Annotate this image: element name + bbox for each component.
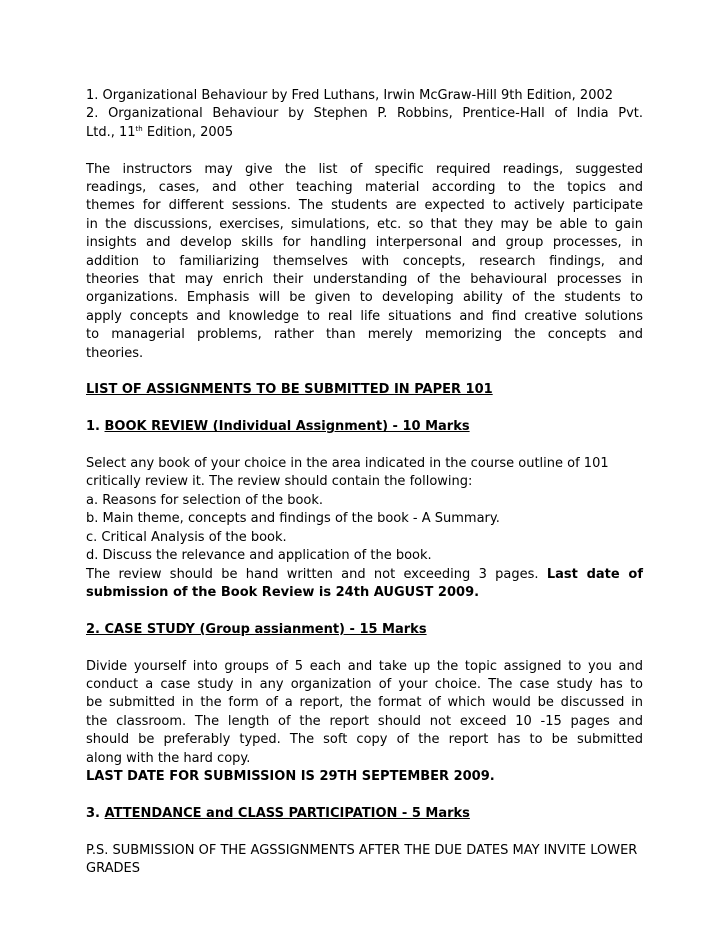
intro-line: apply concepts and knowledge to real life situations and find creative solutions [86,308,643,324]
intro-line: to managerial problems, rather than merely memorizing the concepts and [86,327,643,343]
intro-line: organizations. Emphasis will be given to developing ability of the students to [86,290,643,306]
intro-line: readings, cases, and other teaching material according to the topics and [86,180,643,196]
reference-2-text: Ltd., 11 [86,124,136,140]
attendance-heading-text: ATTENDANCE and CLASS PARTICIPATION - 5 Marks [104,805,470,821]
superscript-th: th [135,124,143,133]
intro-line: insights and develop skills for handling interpersonal and group processes, in [86,235,643,251]
reference-1: 1. Organizational Behaviour by Fred Luthans, Irwin McGraw-Hill 9th Edition, 2002 [86,88,614,103]
case-study-line: should be preferably typed. The soft copy of the report has to be submitted [86,732,643,748]
book-review-item: b. Main theme, concepts and findings of the book - A Summary. [86,511,500,527]
intro-line: theories that may enrich their understanding of the behavioural processes in [86,272,643,288]
book-review-body [86,455,643,602]
reference-2-line-1: 2. Organizational Behaviour by Stephen P. Robbins, Prentice-Hall of India Pvt. [86,106,643,122]
reference-2-edition: Edition, 2005 [142,124,234,140]
ps-note [86,842,643,879]
document-page [86,87,643,878]
reference-2-line-2 [86,124,643,142]
attendance-number: 3. [86,805,105,821]
ps-line-1: P.S. SUBMISSION OF THE AGSSIGNMENTS AFTER THE DUE DATES MAY INVITE LOWER [86,842,638,858]
case-study-line: be submitted in the form of a report, the format of which would be discussed in [86,695,643,711]
case-study-line: Divide yourself into groups of 5 each and take up the topic assigned to you and [86,658,643,674]
case-study-line: conduct a case study in any organization of your choice. The case study has to [86,676,643,692]
intro-line: The instructors may give the list of specific required readings, suggested [86,161,643,177]
book-review-line: critically review it. The review should contain the following: [86,474,473,490]
book-review-item: d. Discuss the relevance and application of the book. [86,548,432,564]
ps-line-2: GRADES [86,860,140,876]
case-study-heading-text: 2. CASE STUDY (Group assianment) - 15 Marks [86,621,427,637]
intro-paragraph [86,161,643,363]
book-review-note-line [86,566,643,584]
assignments-title-text: LIST OF ASSIGNMENTS TO BE SUBMITTED IN PAPER 101 [86,382,493,398]
case-study-deadline: LAST DATE FOR SUBMISSION IS 29TH SEPTEMBER 2009. [86,768,495,784]
intro-last-line: theories. [86,345,144,361]
book-review-deadline: submission of the Book Review is 24th AUGUST 2009. [86,584,480,600]
references-section [86,87,643,142]
book-review-item: c. Critical Analysis of the book. [86,529,287,545]
attendance-heading [86,805,643,823]
intro-line: themes for different sessions. The students are expected to actively participate [86,198,643,214]
book-review-note: The review should be hand written and not exceeding 3 pages. [86,566,547,582]
case-study-body [86,658,643,787]
assignments-title [86,381,643,399]
book-review-deadline-start: Last date of [546,566,643,582]
case-study-heading [86,621,643,639]
book-review-item: a. Reasons for selection of the book. [86,492,324,508]
book-review-number: 1. [86,419,105,435]
book-review-line: Select any book of your choice in the area indicated in the course outline of 101 [86,456,609,472]
case-study-line: the classroom. The length of the report should not exceed 10 -15 pages and [86,713,643,729]
book-review-heading [86,418,643,436]
intro-line: addition to familiarizing themselves with concepts, research findings, and [86,253,643,269]
intro-line: in the discussions, exercises, simulations, etc. so that they may be able to gain [86,216,643,232]
case-study-last-line: along with the hard copy. [86,750,251,766]
book-review-heading-text: BOOK REVIEW (Individual Assignment) - 10 Marks [104,419,470,435]
